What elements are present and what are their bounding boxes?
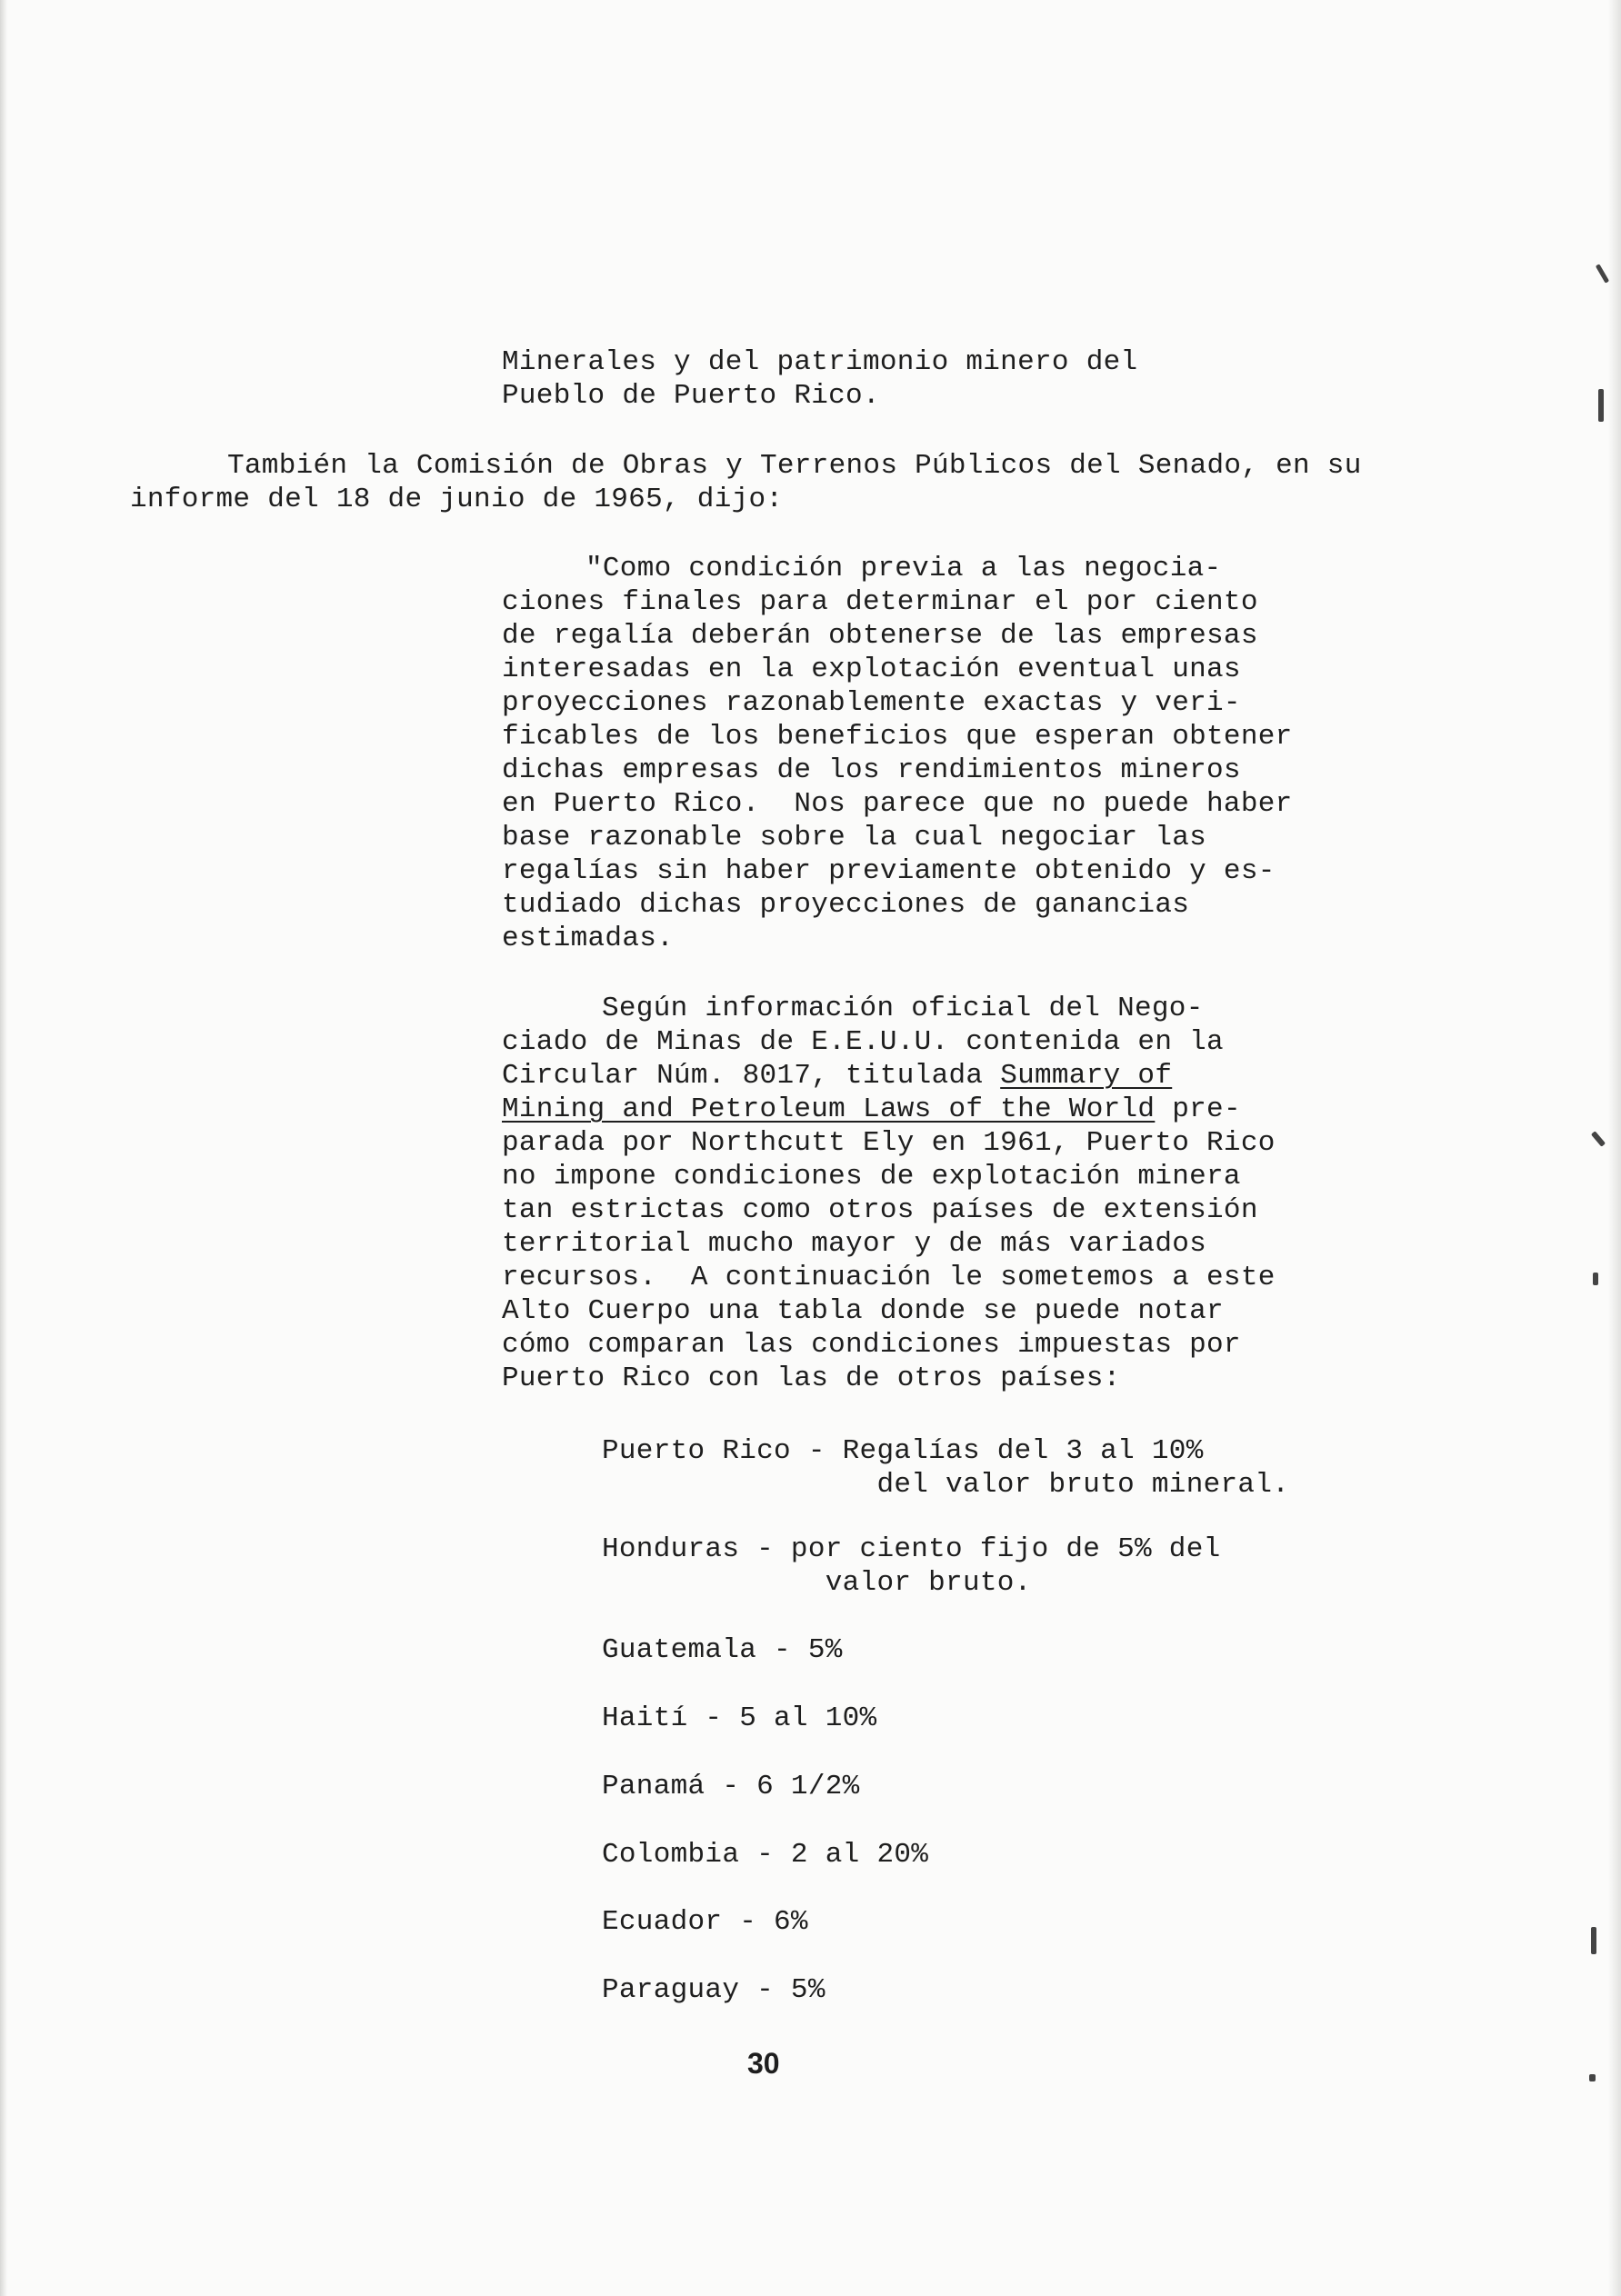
quote-line: regalías sin haber previamente obtenido y es-: [502, 855, 1276, 887]
royalty-honduras-cont: valor bruto.: [602, 1567, 1032, 1599]
royalty-guatemala: Guatemala - 5%: [602, 1634, 843, 1666]
paragraph-line: ciado de Minas de E.E.U.U. contenida en la: [502, 1026, 1224, 1058]
paragraph-text: pre-: [1155, 1093, 1241, 1125]
quote-line: tudiado dichas proyecciones de ganancias: [502, 889, 1190, 921]
royalty-haiti: Haití - 5 al 10%: [602, 1702, 877, 1734]
page-number: 30: [747, 2047, 780, 2080]
heading-line-1: Minerales y del patrimonio minero del: [502, 346, 1138, 378]
scan-mark: [1591, 1131, 1606, 1147]
quote-line: interesadas en la explotación eventual unas: [502, 654, 1241, 685]
quote-line: en Puerto Rico. Nos parece que no puede haber: [502, 788, 1293, 820]
scan-mark: [1596, 264, 1609, 284]
paragraph-line: parada por Northcutt Ely en 1961, Puerto Rico: [502, 1127, 1276, 1159]
quote-line: ficables de los beneficios que esperan obtener: [502, 721, 1293, 753]
left-page-edge: [0, 0, 7, 2296]
circular-reference: Circular Núm. 8017, titulada: [502, 1060, 1001, 1092]
underlined-title-part-1: Summary of: [1000, 1060, 1173, 1092]
intro-line-2: informe del 18 de junio de 1965, dijo:: [130, 484, 784, 515]
royalty-paraguay: Paraguay - 5%: [602, 1974, 826, 2006]
quote-line: dichas empresas de los rendimientos mineros: [502, 754, 1241, 786]
paragraph-line: [502, 1059, 1172, 1093]
scan-mark: [1591, 1927, 1596, 1954]
scan-mark: [1593, 1273, 1598, 1285]
royalty-honduras: Honduras - por ciento fijo de 5% del: [602, 1533, 1221, 1565]
paragraph-line: territorial mucho mayor y de más variados: [502, 1228, 1207, 1260]
quote-line: estimadas.: [502, 923, 675, 954]
scan-mark: [1589, 2074, 1596, 2081]
quote-line: ciones finales para determinar el por ciento: [502, 586, 1258, 618]
paragraph-line: cómo comparan las condiciones impuestas por: [502, 1329, 1241, 1361]
quote-line: proyecciones razonablemente exactas y veri-: [502, 687, 1241, 719]
royalty-colombia: Colombia - 2 al 20%: [602, 1839, 929, 1871]
paragraph-line: [502, 1093, 1241, 1126]
quote-line: "Como condición previa a las negocia-: [585, 553, 1222, 584]
royalty-puerto-rico-cont: del valor bruto mineral.: [602, 1469, 1290, 1501]
royalty-panama: Panamá - 6 1/2%: [602, 1771, 860, 1802]
intro-line-1: También la Comisión de Obras y Terrenos Públicos del Senado, en su: [227, 450, 1362, 482]
royalty-puerto-rico: Puerto Rico - Regalías del 3 al 10%: [602, 1435, 1204, 1467]
paragraph-line: recursos. A continuación le sometemos a este: [502, 1262, 1276, 1293]
paragraph-line: Según información oficial del Nego-: [602, 993, 1204, 1024]
quote-line: de regalía deberán obtenerse de las empresas: [502, 620, 1258, 652]
quote-line: base razonable sobre la cual negociar las: [502, 822, 1207, 854]
paragraph-line: Alto Cuerpo una tabla donde se puede notar: [502, 1295, 1224, 1327]
paragraph-line: Puerto Rico con las de otros países:: [502, 1363, 1121, 1394]
paragraph-line: tan estrictas como otros países de extensión: [502, 1194, 1258, 1226]
paragraph-line: no impone condiciones de explotación minera: [502, 1161, 1241, 1193]
scan-mark: [1598, 389, 1604, 422]
right-page-edge: [1608, 0, 1621, 2296]
heading-line-2: Pueblo de Puerto Rico.: [502, 380, 880, 412]
underlined-title-part-2: Mining and Petroleum Laws of the World: [502, 1093, 1156, 1125]
royalty-ecuador: Ecuador - 6%: [602, 1906, 808, 1938]
